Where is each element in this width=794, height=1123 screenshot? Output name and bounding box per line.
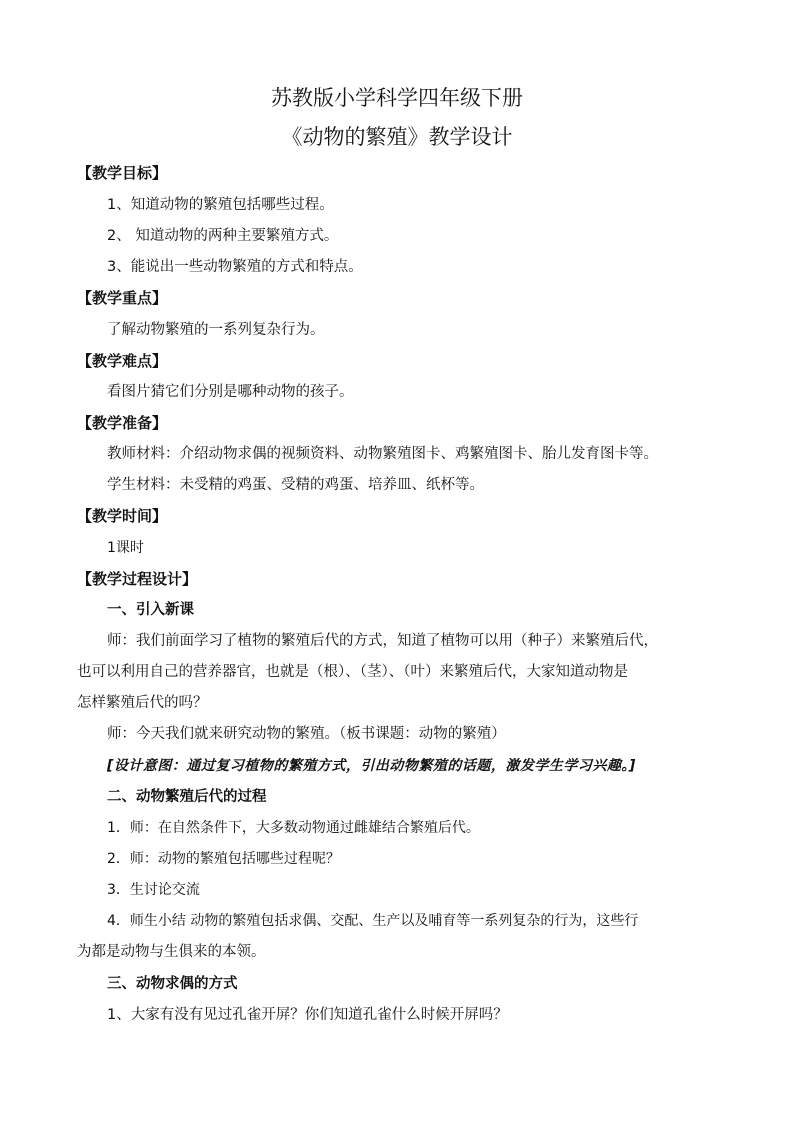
part1-para1-line3: 怎样繁殖后代的吗？ xyxy=(77,695,208,711)
difficulty-text: 看图片猜它们分别是哪种动物的孩子。 xyxy=(107,384,354,400)
goal-item-3: 3、能说出一些动物繁殖的方式和特点。 xyxy=(107,259,363,275)
part2-item-1: 1．师：在自然条件下，大多数动物通过雌雄结合繁殖后代。 xyxy=(107,820,480,836)
part1-para1-line2: 也可以利用自己的营养器官，也就是（根）、（茎）、（叶）来繁殖后代，大家知道动物是 xyxy=(77,664,628,680)
time-heading: 【教学时间】 xyxy=(77,507,168,525)
goal-item-2: 2、 知道动物的两种主要繁殖方式。 xyxy=(107,228,339,244)
process-heading: 【教学过程设计】 xyxy=(77,570,198,588)
key-heading: 【教学重点】 xyxy=(77,289,168,307)
part2-item-4-line2: 为都是动物与生俱来的本领。 xyxy=(77,944,266,960)
part3-title: 三、动物求偶的方式 xyxy=(107,976,238,992)
part2-title: 二、动物繁殖后代的过程 xyxy=(107,789,267,805)
document-title: 苏教版小学科学四年级下册 xyxy=(271,86,523,110)
prep-teacher: 教师材料：介绍动物求偶的视频资料、动物繁殖图卡、鸡繁殖图卡、胎儿发育图卡等。 xyxy=(107,446,658,462)
prep-student: 学生材料：未受精的鸡蛋、受精的鸡蛋、培养皿、纸杯等。 xyxy=(107,477,484,493)
part2-item-3: 3．生讨论交流 xyxy=(107,882,200,898)
goal-item-1: 1、知道动物的繁殖包括哪些过程。 xyxy=(107,197,334,213)
difficulty-heading: 【教学难点】 xyxy=(77,352,168,370)
design-intent-note: [设计意图：通过复习植物的繁殖方式，引出动物繁殖的话题，激发学生学习兴趣。] xyxy=(107,758,636,774)
part1-para1-line1: 师：我们前面学习了植物的繁殖后代的方式，知道了植物可以用（种子）来繁殖后代， xyxy=(107,633,658,649)
time-text: 1课时 xyxy=(107,540,144,556)
part2-item-2: 2．师：动物的繁殖包括哪些过程呢？ xyxy=(107,851,340,867)
document-subtitle: 《动物的繁殖》教学设计 xyxy=(281,125,513,149)
part3-item-1: 1、大家有没有见过孔雀开屏？你们知道孔雀什么时候开屏吗？ xyxy=(107,1007,508,1023)
part1-para2: 师：今天我们就来研究动物的繁殖。（板书课题：动物的繁殖） xyxy=(107,726,506,742)
part1-title: 一、引入新课 xyxy=(107,602,194,618)
part2-item-4-line1: 4．师生小结 动物的繁殖包括求偶、交配、生产以及哺育等一系列复杂的行为，这些行 xyxy=(107,913,639,929)
goals-heading: 【教学目标】 xyxy=(77,164,168,182)
prep-heading: 【教学准备】 xyxy=(77,414,168,432)
key-text: 了解动物繁殖的一系列复杂行为。 xyxy=(107,322,325,338)
